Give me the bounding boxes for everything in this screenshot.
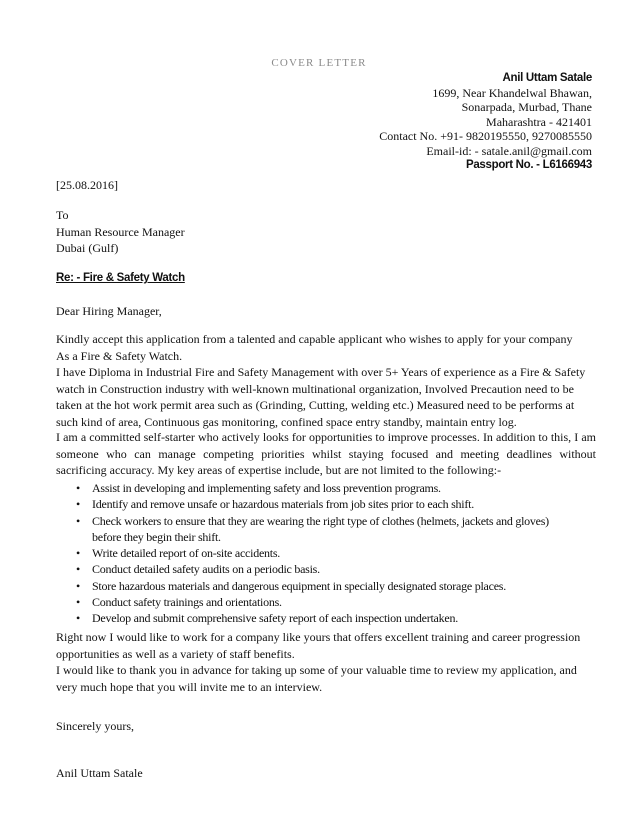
list-item-text: Identify and remove unsafe or hazardous materials from job sites prior to each shift. — [92, 497, 474, 512]
letter-date: [25.08.2016] — [56, 178, 118, 192]
paragraph-line: opportunities as well as a variety of staff benefits. — [56, 646, 295, 661]
recipient-title: Human Resource Manager — [56, 224, 185, 239]
paragraph-line: I have Diploma in Industrial Fire and Safety Management with over 5+ Years of experience as a Fire & Safety — [56, 365, 586, 379]
paragraph-intro — [56, 331, 596, 430]
list-item-text: Store hazardous materials and dangerous equipment in specially designated storage places. — [92, 578, 506, 593]
document-heading: COVER LETTER — [271, 57, 367, 69]
list-item-text: Conduct detailed safety audits on a periodic basis. — [92, 562, 320, 577]
bullet-icon: • — [76, 546, 80, 561]
closing-salutation: Sincerely yours, — [56, 719, 134, 733]
paragraph-closing — [56, 629, 596, 695]
bullet-icon: • — [76, 595, 80, 610]
list-item — [76, 610, 576, 626]
list-item-text: Conduct safety trainings and orientations. — [92, 595, 282, 610]
list-item-text: Assist in developing and implementing safety and loss prevention programs. — [92, 481, 441, 495]
greeting: Dear Hiring Manager, — [56, 304, 162, 318]
bullet-icon: • — [76, 481, 80, 495]
recipient-block — [56, 207, 596, 257]
paragraph-line: I would like to thank you in advance for taking up some of your valuable time to review my application, and — [56, 663, 577, 677]
paragraph-line: As a Fire & Safety Watch. — [56, 348, 183, 363]
sender-email: Email-id: - satale.anil@gmail.com — [426, 143, 592, 158]
sender-contact: Contact No. +91- 9820195550, 9270085550 — [379, 129, 592, 143]
list-item-text: Write detailed report of on-site accidents. — [92, 546, 281, 561]
sender-address-line-2: Sonarpada, Murbad, Thane — [461, 100, 592, 114]
paragraph-line: very much hope that you will invite me to an interview. — [56, 679, 323, 694]
bullet-icon: • — [76, 497, 80, 512]
recipient-location: Dubai (Gulf) — [56, 241, 119, 255]
list-item — [76, 496, 576, 512]
bullet-icon: • — [76, 562, 80, 577]
list-item — [76, 561, 576, 577]
paragraph-line: taken at the hot work permit area such as (Grinding, Cutting, welding etc.) Measured need to be performs at — [56, 398, 575, 412]
sender-name: Anil Uttam Satale — [502, 72, 592, 84]
paragraph-skills: I am a committed self-starter who actively looks for opportunities to improve processes. In addition to this, I am someone who can manage competing priorities whilst staying focused and meeting deadlines without sacrificing accuracy. My key areas of expertise include, but are not limited to the following:- — [56, 430, 596, 477]
bullet-icon: • — [76, 513, 80, 528]
list-item — [76, 545, 576, 561]
expertise-list — [76, 480, 576, 627]
sender-address-line-3: Maharashtra - 421401 — [486, 114, 592, 129]
list-item — [76, 594, 576, 610]
paragraph-line: watch in Construction industry with well-known multinational organization, Involved Precaution need to be — [56, 381, 575, 396]
list-item — [76, 480, 576, 496]
sender-block — [379, 71, 592, 173]
sender-passport: Passport No. - L6166943 — [465, 159, 592, 171]
paragraph-line: Right now I would like to work for a company like yours that offers excellent training and career progression — [56, 630, 581, 644]
paragraph-line: such kind of area, Continuous gas monitoring, confined space entry standby, maintain entry log. — [56, 414, 517, 429]
list-item-text: Check workers to ensure that they are wearing the right type of clothes (helmets, jackets and gloves) before they begin their shift. — [92, 513, 549, 544]
list-item — [76, 513, 576, 546]
bullet-icon: • — [76, 578, 80, 593]
recipient-to: To — [56, 208, 69, 222]
signature-name: Anil Uttam Satale — [56, 766, 143, 780]
subject-line: Re: - Fire & Safety Watch — [56, 272, 185, 284]
list-item-text: Develop and submit comprehensive safety report of each inspection undertaken. — [92, 611, 458, 626]
bullet-icon: • — [76, 611, 80, 626]
sender-address-line-1: 1699, Near Khandelwal Bhawan, — [432, 85, 592, 100]
list-item — [76, 578, 576, 594]
paragraph-line: Kindly accept this application from a talented and capable applicant who wishes to apply for your company — [56, 332, 573, 346]
